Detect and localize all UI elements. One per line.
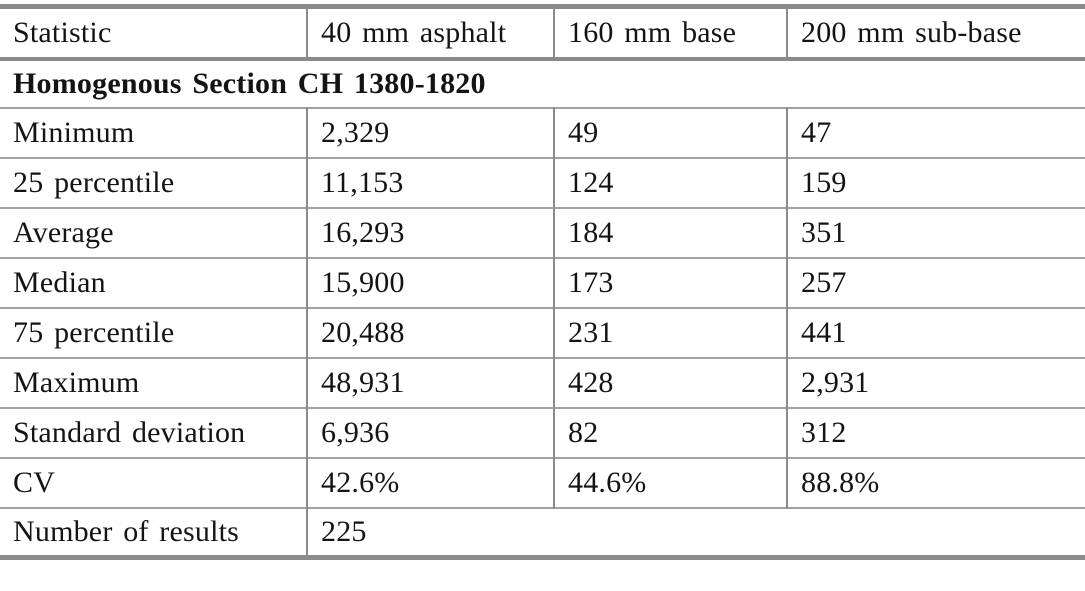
table-row-number-of-results [0, 508, 1085, 558]
cell-value: 428 [554, 358, 787, 408]
cell-value: 6,936 [307, 408, 554, 458]
statistics-table [0, 4, 1085, 560]
cell-value: 257 [787, 258, 1085, 308]
cell-value: 441 [787, 308, 1085, 358]
cell-value: 11,153 [307, 158, 554, 208]
cell-value: 2,329 [307, 108, 554, 158]
row-label: Minimum [13, 115, 135, 149]
row-label: Average [13, 215, 114, 249]
column-header-statistic: Statistic [0, 7, 307, 59]
table-row-average [0, 208, 1085, 258]
cell-value: 48,931 [307, 358, 554, 408]
cell-value: 49 [554, 108, 787, 158]
row-label: Standard deviation [13, 415, 246, 449]
cell-value: 2,931 [787, 358, 1085, 408]
cell-value: 20,488 [307, 308, 554, 358]
table-row-minimum [0, 108, 1085, 158]
cell-value: 82 [554, 408, 787, 458]
table-row-25-percentile [0, 158, 1085, 208]
cell-value: 173 [554, 258, 787, 308]
table-row-maximum [0, 358, 1085, 408]
cell-value: 312 [787, 408, 1085, 458]
table-header-row [0, 7, 1085, 59]
row-label: 25 percentile [13, 165, 175, 199]
cell-value: 351 [787, 208, 1085, 258]
cell-value: 44.6% [554, 458, 787, 508]
cell-value: 88.8% [787, 458, 1085, 508]
cell-value-spanning: 225 [307, 508, 1085, 558]
column-header-asphalt: 40 mm asphalt [307, 7, 554, 59]
table-row-standard-deviation [0, 408, 1085, 458]
row-label: CV [13, 465, 56, 499]
cell-value: 47 [787, 108, 1085, 158]
section-header-row [0, 59, 1085, 108]
table-row-cv [0, 458, 1085, 508]
table-row-75-percentile [0, 308, 1085, 358]
cell-value: 16,293 [307, 208, 554, 258]
cell-value: 124 [554, 158, 787, 208]
row-label: 75 percentile [13, 315, 175, 349]
cell-value: 184 [554, 208, 787, 258]
table-row-median [0, 258, 1085, 308]
section-header: Homogenous Section CH 1380-1820 [13, 66, 486, 100]
column-header-base: 160 mm base [554, 7, 787, 59]
cell-value: 231 [554, 308, 787, 358]
cell-value: 42.6% [307, 458, 554, 508]
row-label: Number of results [13, 514, 240, 548]
row-label: Median [13, 265, 106, 299]
column-header-subbase: 200 mm sub-base [787, 7, 1085, 59]
row-label: Maximum [13, 365, 140, 399]
cell-value: 159 [787, 158, 1085, 208]
cell-value: 15,900 [307, 258, 554, 308]
